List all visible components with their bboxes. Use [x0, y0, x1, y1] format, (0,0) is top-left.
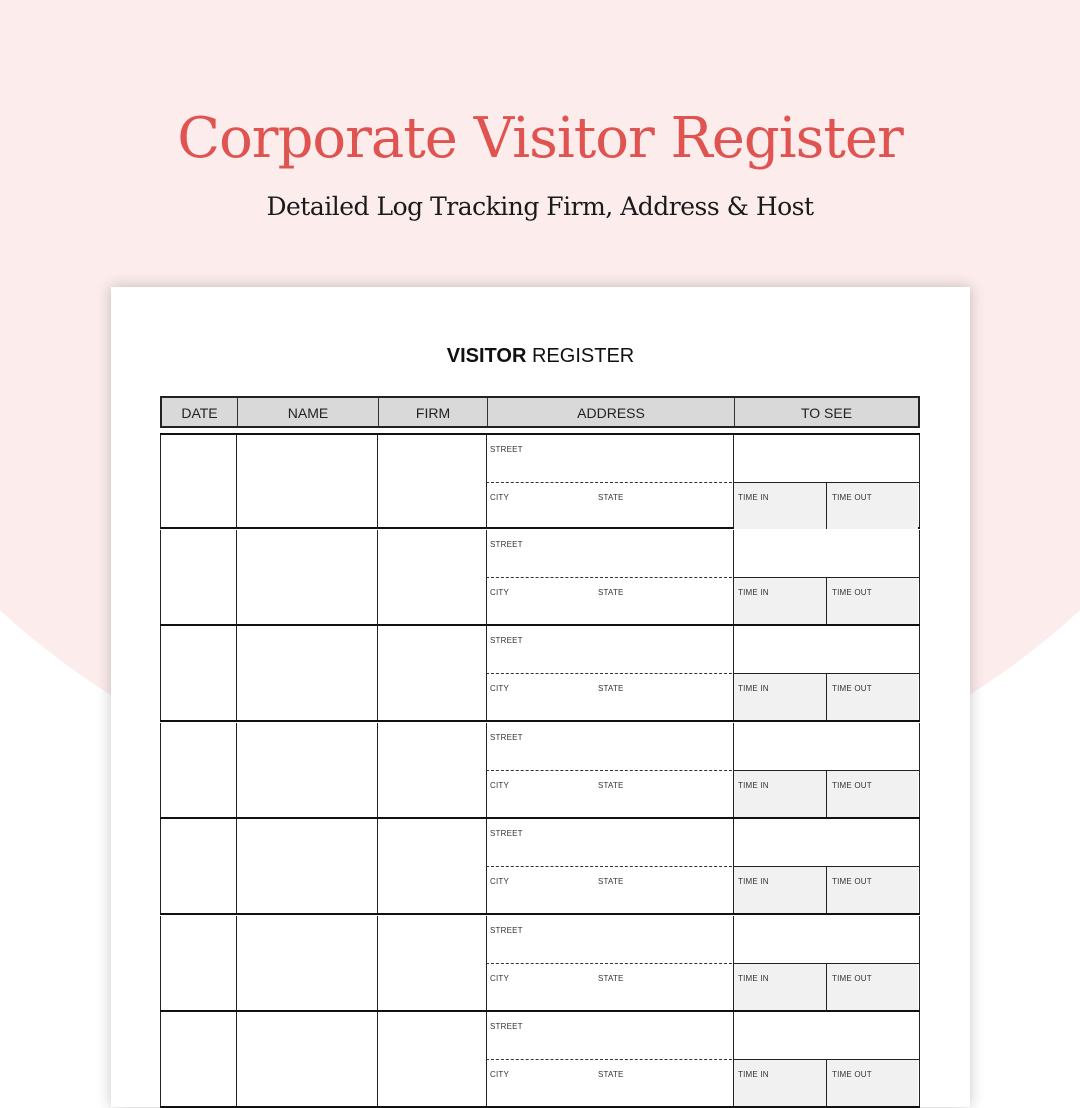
date-cell[interactable] — [160, 916, 236, 1010]
time-out-field[interactable] — [827, 578, 918, 624]
street-field[interactable] — [486, 1012, 732, 1060]
name-cell[interactable] — [236, 819, 377, 913]
time-in-field[interactable] — [734, 1060, 827, 1106]
street-field[interactable] — [486, 435, 732, 483]
time-out-label: TIME OUT — [832, 973, 872, 983]
city-label: CITY — [490, 1070, 510, 1079]
sheet-heading-bold: VISITOR — [446, 345, 527, 367]
time-in-label: TIME IN — [738, 973, 769, 983]
name-cell[interactable] — [236, 530, 377, 624]
column-header-firm: FIRM — [379, 398, 488, 426]
time-out-label: TIME OUT — [832, 877, 872, 886]
table-header-row — [160, 396, 920, 428]
date-cell[interactable] — [160, 435, 236, 527]
state-label: STATE — [598, 684, 624, 693]
street-label: STREET — [490, 636, 523, 645]
firm-cell[interactable] — [377, 723, 486, 817]
time-out-label: TIME OUT — [832, 587, 872, 597]
street-field[interactable] — [486, 916, 732, 964]
time-in-field[interactable] — [734, 578, 827, 624]
table-row — [160, 530, 920, 626]
to-see-field[interactable] — [733, 723, 920, 771]
sheet-heading-rest: REGISTER — [531, 345, 635, 367]
name-cell[interactable] — [236, 723, 377, 817]
name-cell[interactable] — [236, 1012, 377, 1106]
column-header-date: DATE — [162, 398, 238, 426]
city-label: CITY — [490, 877, 510, 886]
street-label: STREET — [490, 732, 523, 742]
time-in-field[interactable] — [734, 483, 827, 529]
street-field[interactable] — [486, 530, 732, 578]
time-out-label: TIME OUT — [832, 780, 872, 790]
table-row — [160, 626, 920, 722]
date-cell[interactable] — [160, 626, 236, 720]
banner-subtitle: Detailed Log Tracking Firm, Address & Host — [266, 192, 814, 221]
city-label: CITY — [490, 493, 510, 502]
state-label: STATE — [598, 780, 624, 790]
to-see-field[interactable] — [733, 626, 920, 674]
state-label: STATE — [598, 973, 624, 983]
table-row — [160, 433, 920, 529]
to-see-field[interactable] — [733, 819, 920, 867]
time-in-label: TIME IN — [738, 1070, 769, 1079]
time-out-field[interactable] — [827, 674, 918, 720]
table-row — [160, 723, 920, 819]
firm-cell[interactable] — [377, 1012, 486, 1106]
sheet-heading — [111, 345, 970, 368]
name-cell[interactable] — [236, 916, 377, 1010]
time-in-label: TIME IN — [738, 877, 769, 886]
time-out-field[interactable] — [827, 1060, 918, 1106]
state-label: STATE — [598, 493, 624, 502]
column-header-to-see: TO SEE — [800, 405, 853, 421]
street-label: STREET — [490, 925, 523, 935]
city-label: CITY — [490, 973, 510, 983]
firm-cell[interactable] — [377, 626, 486, 720]
time-in-label: TIME IN — [738, 587, 769, 597]
firm-cell[interactable] — [377, 819, 486, 913]
to-see-field[interactable] — [733, 530, 920, 578]
street-label: STREET — [490, 829, 523, 838]
time-out-field[interactable] — [827, 771, 918, 817]
time-in-field[interactable] — [734, 674, 827, 720]
table-row — [160, 1012, 920, 1108]
table-row — [160, 819, 920, 915]
date-cell[interactable] — [160, 819, 236, 913]
city-label: CITY — [490, 780, 510, 790]
time-out-field[interactable] — [827, 483, 918, 529]
banner-title: Corporate Visitor Register — [177, 106, 903, 171]
date-cell[interactable] — [160, 530, 236, 624]
column-header-name: NAME — [238, 398, 379, 426]
street-field[interactable] — [486, 819, 732, 867]
time-out-label: TIME OUT — [832, 684, 872, 693]
street-field[interactable] — [486, 626, 732, 674]
street-label: STREET — [490, 1022, 523, 1031]
city-label: CITY — [490, 684, 510, 693]
table-row — [160, 916, 920, 1012]
time-out-field[interactable] — [827, 964, 918, 1010]
column-header-address: ADDRESS — [488, 398, 735, 426]
firm-cell[interactable] — [377, 435, 486, 527]
to-see-field[interactable] — [733, 916, 920, 964]
to-see-field[interactable] — [733, 1012, 920, 1060]
date-cell[interactable] — [160, 1012, 236, 1106]
state-label: STATE — [598, 1070, 624, 1079]
time-in-label: TIME IN — [738, 780, 769, 790]
date-cell[interactable] — [160, 723, 236, 817]
street-label: STREET — [490, 445, 523, 454]
firm-cell[interactable] — [377, 530, 486, 624]
time-out-label: TIME OUT — [832, 1070, 872, 1079]
state-label: STATE — [598, 877, 624, 886]
city-label: CITY — [490, 587, 510, 597]
time-in-label: TIME IN — [738, 493, 769, 502]
time-in-field[interactable] — [734, 771, 827, 817]
street-label: STREET — [490, 539, 523, 549]
time-out-label: TIME OUT — [832, 493, 872, 502]
time-in-field[interactable] — [734, 867, 827, 913]
register-sheet — [111, 287, 970, 1107]
to-see-field[interactable] — [733, 435, 920, 483]
street-field[interactable] — [486, 723, 732, 771]
time-in-field[interactable] — [734, 964, 827, 1010]
name-cell[interactable] — [236, 626, 377, 720]
time-in-label: TIME IN — [738, 684, 769, 693]
time-out-field[interactable] — [827, 867, 918, 913]
state-label: STATE — [598, 587, 624, 597]
name-cell[interactable] — [236, 435, 377, 527]
firm-cell[interactable] — [377, 916, 486, 1010]
